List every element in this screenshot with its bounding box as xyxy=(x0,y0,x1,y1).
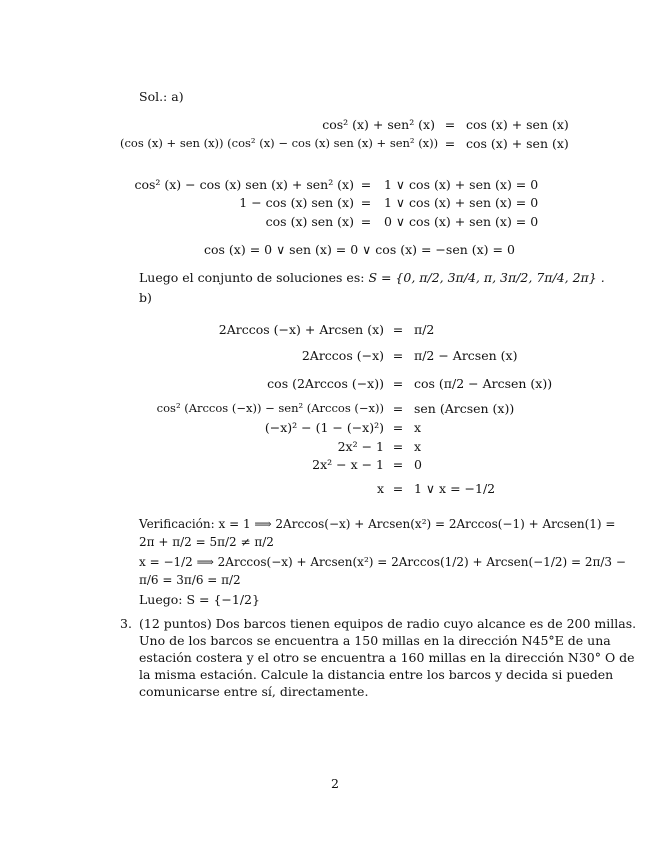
problem-3-line: estación costera y el otro se encuentra a 160 millas en la dirección N30° O de xyxy=(139,650,635,665)
equation-rhs: cos (π/2 − Arcsen (x)) xyxy=(414,376,553,391)
equation-lhs: (cos (x) + sen (x)) (cos² (x) − cos (x) sen (x) + sen² (x)) xyxy=(120,136,439,150)
equation-lhs: cos² (x) + sen² (x) xyxy=(322,117,435,132)
equation-relation: = xyxy=(392,401,404,416)
final-equation: cos (x) = 0 ∨ sen (x) = 0 ∨ cos (x) = −sen (x) = 0 xyxy=(204,242,515,257)
problem-3-line: (12 puntos) Dos barcos tienen equipos de radio cuyo alcance es de 200 millas. xyxy=(139,616,637,631)
equation-rhs: cos (x) + sen (x) xyxy=(466,117,569,132)
equation-rhs: π/2 − Arcsen (x) xyxy=(414,348,518,363)
equation-lhs: cos (2Arccos (−x)) xyxy=(267,376,384,391)
part-a-heading: Sol.: a) xyxy=(139,89,184,104)
equation-relation: = xyxy=(392,376,404,391)
problem-3-number: 3. xyxy=(120,616,132,631)
equation-lhs: cos² (x) − cos (x) sen (x) + sen² (x) xyxy=(134,177,354,192)
verification-2-line-1: x = −1/2 ⟹ 2Arccos(−x) + Arcsen(x²) = 2Arccos(1/2) + Arcsen(−1/2) = 2π/3 − xyxy=(139,555,626,569)
equation-rhs: 1 ∨ cos (x) + sen (x) = 0 xyxy=(384,195,539,210)
equation-rhs: cos (x) + sen (x) xyxy=(466,136,569,151)
part-b-conclusion: Luego: S = {−1/2} xyxy=(139,592,260,607)
equation-lhs: 2x² − x − 1 xyxy=(312,457,384,472)
equation-rhs: 0 xyxy=(414,457,422,472)
equation-relation: = xyxy=(360,195,372,210)
equation-rhs: 1 ∨ cos (x) + sen (x) = 0 xyxy=(384,177,539,192)
equation-relation: = xyxy=(392,322,404,337)
equation-relation: = xyxy=(444,117,456,132)
equation-rhs: 1 ∨ x = −1/2 xyxy=(414,481,496,496)
equation-relation: = xyxy=(392,457,404,472)
problem-3-line: Uno de los barcos se encuentra a 150 millas en la dirección N45°E de una xyxy=(139,633,611,648)
equation-relation: = xyxy=(360,214,372,229)
equation-relation: = xyxy=(392,420,404,435)
equation-lhs: 2Arccos (−x) xyxy=(301,348,384,363)
equation-relation: = xyxy=(444,136,456,151)
equation-relation: = xyxy=(392,481,404,496)
equation-rhs: x xyxy=(414,420,422,435)
equation-rhs: x xyxy=(414,439,422,454)
equation-lhs: x xyxy=(376,481,384,496)
verification-2-line-2: π/6 = 3π/6 = π/2 xyxy=(139,573,241,587)
equation-rhs: π/2 xyxy=(414,322,435,337)
problem-3-line: comunicarse entre sí, directamente. xyxy=(139,684,369,699)
equation-relation: = xyxy=(360,177,372,192)
solution-label: Luego el conjunto de soluciones es: xyxy=(139,270,365,285)
equation-lhs: (−x)² − (1 − (−x)²) xyxy=(264,420,384,435)
equation-lhs: cos (x) sen (x) xyxy=(265,214,354,229)
part-b-heading: b) xyxy=(139,290,152,305)
problem-3-line: la misma estación. Calcule la distancia entre los barcos y decida si pueden xyxy=(139,667,614,682)
equation-lhs: 2Arccos (−x) + Arcsen (x) xyxy=(218,322,384,337)
solution-statement xyxy=(139,270,605,285)
equation-relation: = xyxy=(392,348,404,363)
page-number: 2 xyxy=(331,776,339,791)
equation-lhs: cos² (Arccos (−x)) − sen² (Arccos (−x)) xyxy=(156,401,384,415)
equation-rhs: 0 ∨ cos (x) + sen (x) = 0 xyxy=(384,214,539,229)
verification-1-line-2: 2π + π/2 = 5π/2 ≠ π/2 xyxy=(139,535,274,549)
verification-1-line-1: Verificación: x = 1 ⟹ 2Arccos(−x) + Arcsen(x²) = 2Arccos(−1) + Arcsen(1) = xyxy=(139,517,616,531)
equation-rhs: sen (Arcsen (x)) xyxy=(414,401,515,416)
equation-lhs: 1 − cos (x) sen (x) xyxy=(239,195,354,210)
equation-relation: = xyxy=(392,439,404,454)
solution-set: S = {0, π/2, 3π/4, π, 3π/2, 7π/4, 2π} . xyxy=(368,270,605,285)
equation-lhs: 2x² − 1 xyxy=(337,439,384,454)
